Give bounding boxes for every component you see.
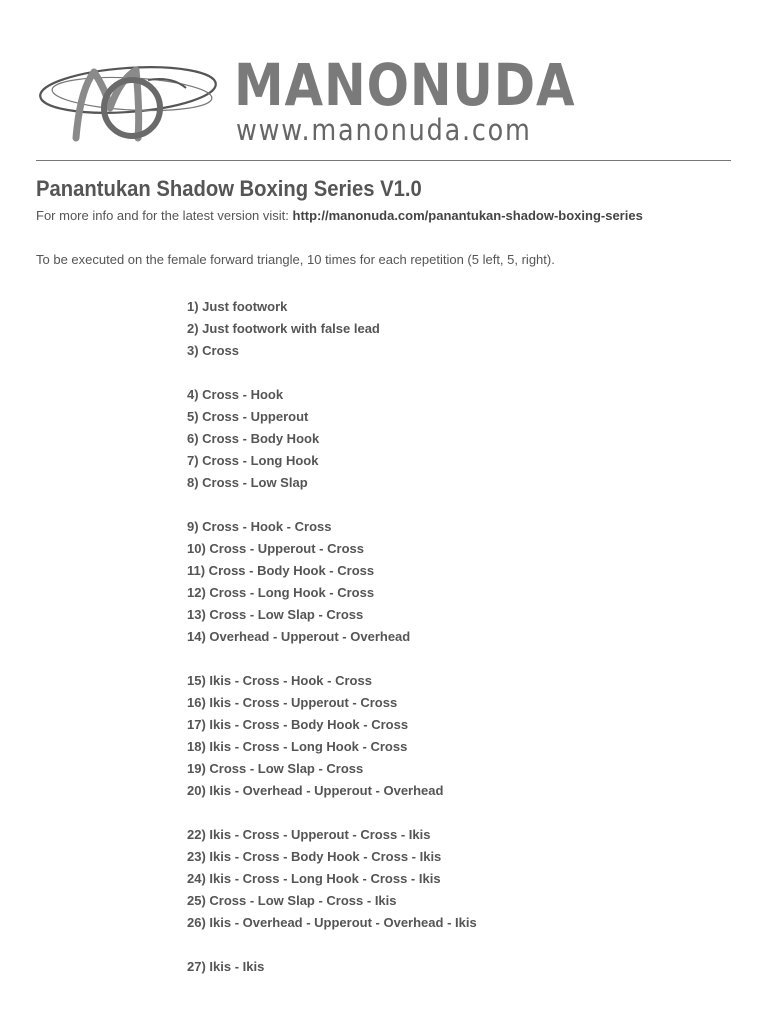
series-group [187, 671, 477, 803]
list-item: 4) Cross - Hook [187, 387, 284, 402]
list-item: 9) Cross - Hook - Cross [187, 519, 332, 534]
info-line [36, 208, 643, 223]
list-item: 17) Ikis - Cross - Body Hook - Cross [187, 717, 409, 732]
list-item: 20) Ikis - Overhead - Upperout - Overhead [187, 783, 444, 798]
series-group [187, 825, 477, 935]
list-item: 16) Ikis - Cross - Upperout - Cross [187, 695, 398, 710]
list-item: 8) Cross - Low Slap [187, 475, 308, 490]
intro-text: To be executed on the female forward triangle, 10 times for each repetition (5 left, 5, right). [36, 252, 555, 267]
list-item: 23) Ikis - Cross - Body Hook - Cross - Ikis [187, 849, 442, 864]
list-item: 15) Ikis - Cross - Hook - Cross [187, 673, 372, 688]
series-group [187, 297, 477, 363]
list-item: 5) Cross - Upperout [187, 409, 309, 424]
document-title: Panantukan Shadow Boxing Series V1.0 [36, 176, 422, 201]
list-item: 7) Cross - Long Hook [187, 453, 319, 468]
list-item: 1) Just footwork [187, 299, 288, 314]
list-item: 14) Overhead - Upperout - Overhead [187, 629, 411, 644]
series-list [187, 297, 477, 1001]
list-item: 10) Cross - Upperout - Cross [187, 541, 364, 556]
manonuda-logo-icon [36, 50, 220, 150]
list-item: 24) Ikis - Cross - Long Hook - Cross - Ikis [187, 871, 441, 886]
series-group [187, 517, 477, 649]
brand-url[interactable]: www.manonuda.com [236, 113, 532, 147]
list-item: 12) Cross - Long Hook - Cross [187, 585, 375, 600]
brand-name: MANONUDA [234, 51, 576, 119]
list-item: 25) Cross - Low Slap - Cross - Ikis [187, 893, 397, 908]
list-item: 2) Just footwork with false lead [187, 321, 380, 336]
header-divider [36, 160, 731, 161]
list-item: 26) Ikis - Overhead - Upperout - Overhead - Ikis [187, 915, 477, 930]
list-item: 19) Cross - Low Slap - Cross [187, 761, 364, 776]
list-item: 27) Ikis - Ikis [187, 959, 265, 974]
info-link[interactable]: http://manonuda.com/panantukan-shadow-boxing-series [292, 208, 643, 223]
info-prefix: For more info and for the latest version visit: [36, 208, 293, 223]
series-group [187, 957, 477, 979]
series-group [187, 385, 477, 495]
list-item: 3) Cross [187, 343, 240, 358]
list-item: 6) Cross - Body Hook [187, 431, 320, 446]
page-header [0, 0, 768, 162]
list-item: 13) Cross - Low Slap - Cross [187, 607, 364, 622]
list-item: 22) Ikis - Cross - Upperout - Cross - Ikis [187, 827, 431, 842]
list-item: 11) Cross - Body Hook - Cross [187, 563, 375, 578]
list-item: 18) Ikis - Cross - Long Hook - Cross [187, 739, 408, 754]
